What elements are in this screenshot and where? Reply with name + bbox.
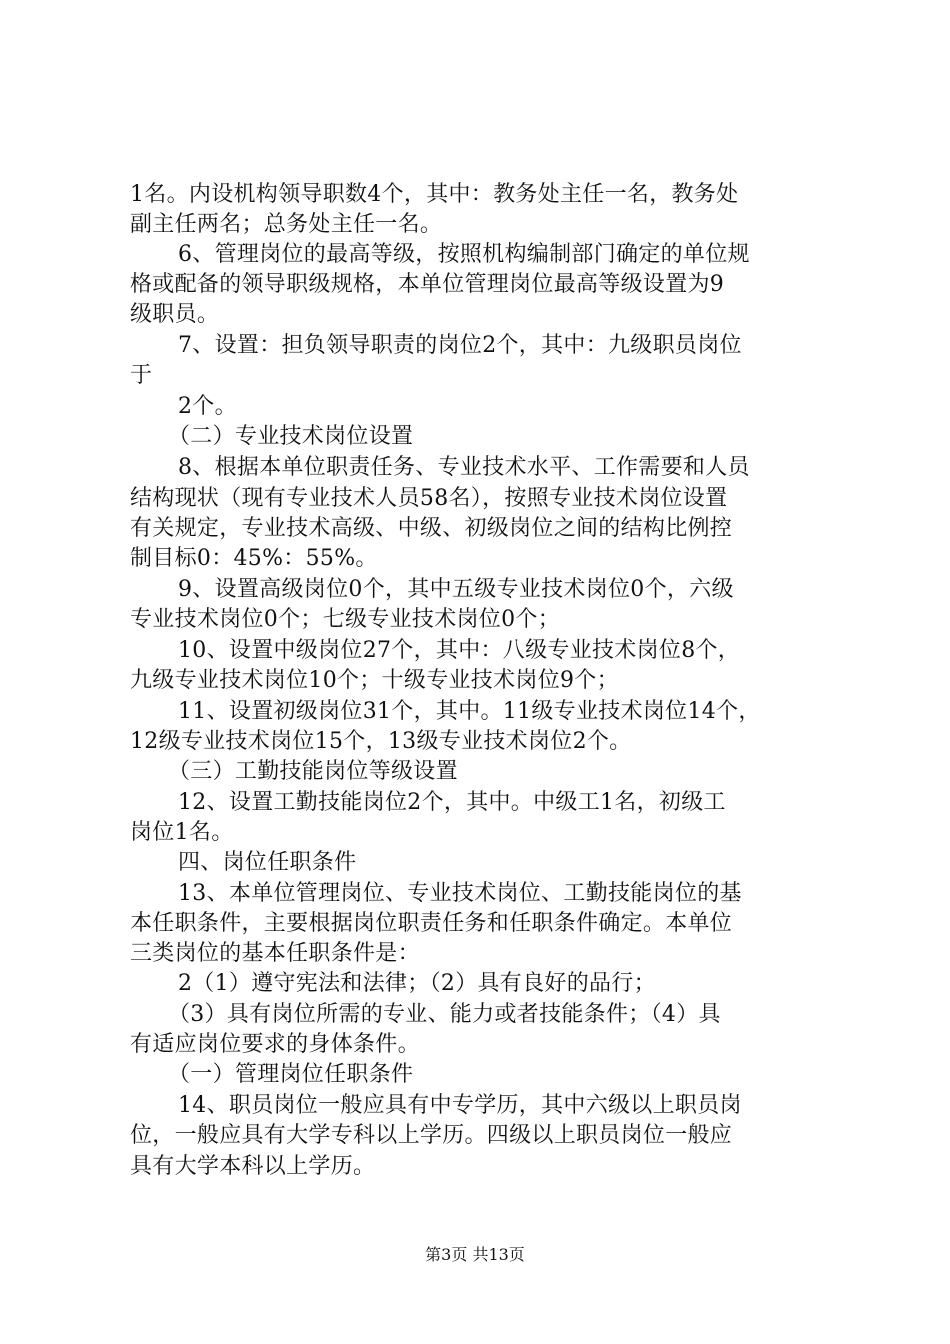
text-line: 12、设置工勤技能岗位2个，其中。中级工1名，初级工	[178, 790, 726, 815]
text-line: 具有大学本科以上学历。	[130, 1154, 376, 1179]
text-line: 专业技术岗位0个；七级专业技术岗位0个；	[130, 607, 560, 632]
text-line: 13、本单位管理岗位、专业技术岗位、工勤技能岗位的基	[178, 881, 742, 906]
text-line: 2个。	[178, 394, 237, 419]
text-line: 本任职条件，主要根据岗位职责任务和任职条件确定。本单位	[130, 911, 733, 936]
text-line: 岗位1名。	[130, 820, 234, 845]
text-line: 级职员。	[130, 302, 220, 327]
text-line: 9、设置高级岗位0个，其中五级专业技术岗位0个，六级	[178, 577, 734, 602]
text-line: 11、设置初级岗位31个，其中。11级专业技术岗位14个，	[178, 699, 761, 724]
section-heading: 四、岗位任职条件	[178, 850, 357, 875]
text-line: 于	[130, 363, 153, 388]
text-line: 6、管理岗位的最高等级，按照机构编制部门确定的单位规	[178, 242, 750, 267]
text-line: 有关规定，专业技术高级、中级、初级岗位之间的结构比例控	[130, 516, 733, 541]
text-line: 结构现状（现有专业技术人员58名），按照专业技术岗位设置	[130, 486, 728, 511]
section-heading: （二）专业技术岗位设置	[168, 424, 414, 449]
text-line: 有适应岗位要求的身体条件。	[130, 1032, 420, 1057]
text-line: 制目标0：45%：55%。	[130, 546, 378, 571]
text-line: 14、职员岗位一般应具有中专学历，其中六级以上职员岗	[178, 1093, 742, 1118]
text-line: 九级专业技术岗位10个；十级专业技术岗位9个；	[130, 668, 619, 693]
text-line: 1名。内设机构领导职数4个，其中：教务处主任一名，教务处	[130, 182, 739, 207]
text-line: 10、设置中级岗位27个，其中：八级专业技术岗位8个，	[178, 638, 741, 663]
text-line: 2（1）遵守宪法和法律；（2）具有良好的品行；	[178, 971, 656, 996]
text-line: 位，一般应具有大学专科以上学历。四级以上职员岗位一般应	[130, 1123, 733, 1148]
text-line: 12级专业技术岗位15个，13级专业技术岗位2个。	[130, 729, 632, 754]
section-heading: （一）管理岗位任职条件	[168, 1062, 414, 1087]
section-heading: （三）工勤技能岗位等级设置	[168, 759, 458, 784]
text-line: 三类岗位的基本任职条件是：	[130, 941, 420, 966]
text-line: 7、设置：担负领导职责的岗位2个，其中：九级职员岗位	[178, 333, 742, 358]
page-number-footer: 第3页 共13页	[425, 1245, 525, 1264]
text-line: 8、根据本单位职责任务、专业技术水平、工作需要和人员	[178, 455, 750, 480]
text-line: （3）具有岗位所需的专业、能力或者技能条件；（4）具	[168, 1002, 721, 1027]
text-line: 副主任两名；总务处主任一名。	[130, 212, 443, 237]
text-line: 格或配备的领导职级规格，本单位管理岗位最高等级设置为9	[130, 272, 725, 297]
